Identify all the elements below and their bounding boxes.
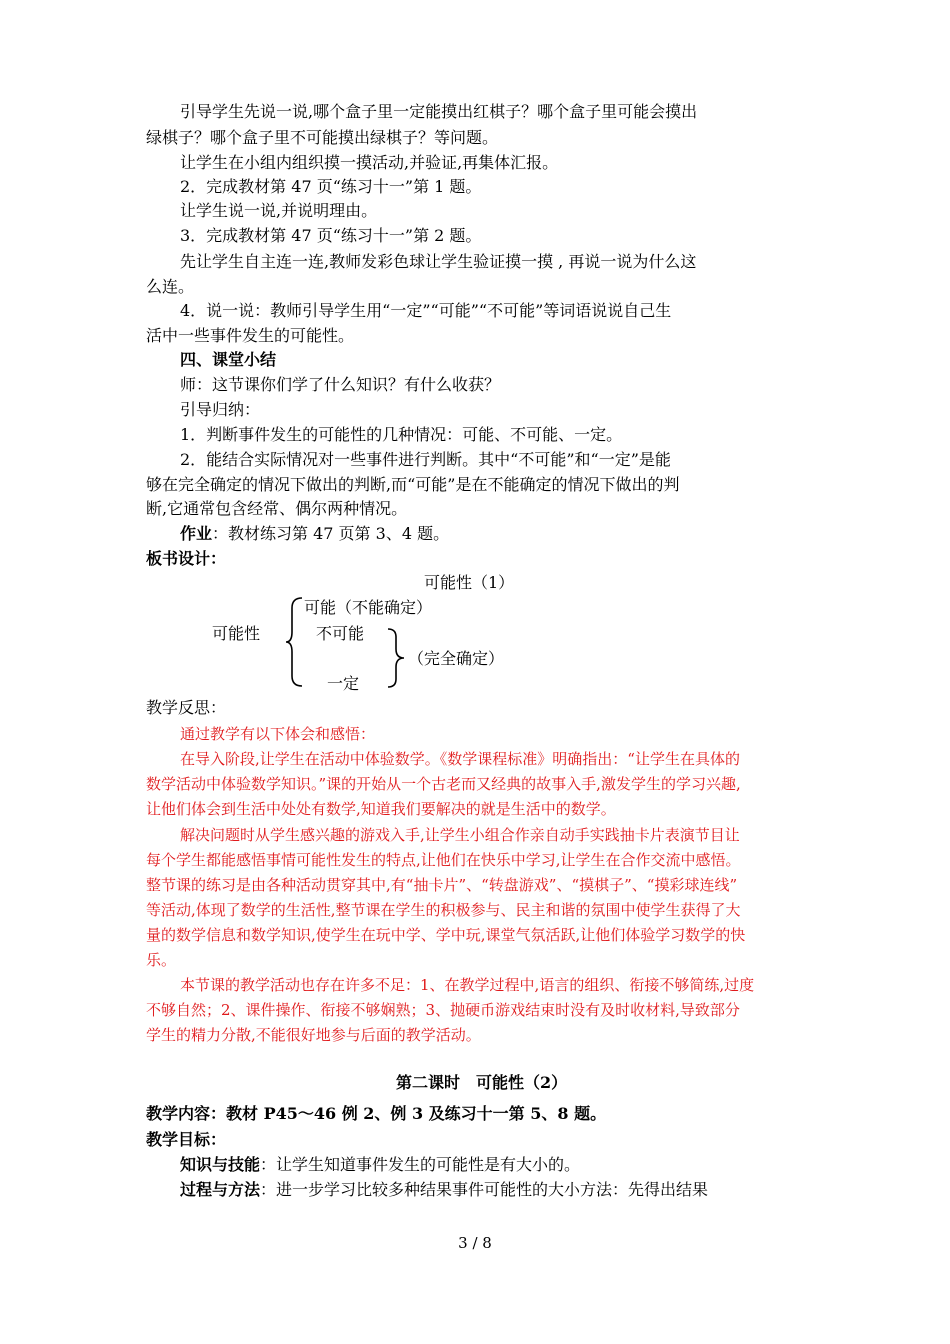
- reflection-heading: 教学反思：: [146, 698, 227, 717]
- board-sure-label: （完全确定）: [408, 649, 505, 668]
- page-number: 3 / 8: [458, 1234, 492, 1252]
- reflection-line: 通过教学有以下体会和感悟：: [180, 725, 376, 743]
- reflection-line: 数学活动中体验数学知识。”课的开始从一个古老而又经典的故事入手,激发学生的学习兴趣,: [146, 775, 741, 793]
- lesson2-goals-heading: 教学目标：: [146, 1130, 227, 1149]
- goal-knowledge: [180, 1155, 580, 1175]
- reflection-line: 量的数学信息和数学知识,使学生在玩中学、学中玩,课堂气氛活跃,让他们体验学习数学的快: [146, 926, 746, 944]
- reflection-line: 在导入阶段,让学生在活动中体验数学。《数学课程标准》明确指出：“让学生在具体的: [180, 750, 740, 768]
- body-line: 1．判断事件发生的可能性的几种情况：可能、不可能、一定。: [180, 425, 623, 444]
- body-line: 让学生说一说,并说明理由。: [180, 201, 378, 220]
- reflection-line: 等活动,体现了数学的生活性,整节课在学生的积极参与、民主和谐的氛围中使学生获得了大: [146, 901, 741, 919]
- reflection-line: 解决问题时从学生感兴趣的游戏入手,让学生小组合作亲自动手实践抽卡片表演节目让: [180, 826, 740, 844]
- body-line: 4．说一说：教师引导学生用“一定”“可能”“不可能”等词语说说自己生: [180, 301, 672, 320]
- board-branch-possible: 可能（不能确定）: [304, 598, 433, 617]
- board-title: 可能性（1）: [424, 573, 515, 592]
- lesson2-title: 第二课时 可能性（2）: [396, 1073, 568, 1092]
- body-line: 绿棋子？哪个盒子里不可能摸出绿棋子？等问题。: [146, 128, 499, 147]
- reflection-line: 整节课的练习是由各种活动贯穿其中,有“抽卡片”、“转盘游戏”、“摸棋子”、“摸彩球连线”: [146, 876, 738, 894]
- goal-knowledge-text: ：让学生知道事件发生的可能性是有大小的。: [260, 1155, 581, 1174]
- board-branch-impossible: 不可能: [316, 624, 365, 643]
- homework-line: [180, 524, 449, 544]
- reflection-line: 每个学生都能感悟事情可能性发生的特点,让他们在快乐中学习,让学生在合作交流中感悟。: [146, 851, 741, 869]
- reflection-line: 不够自然；2、课件操作、衔接不够娴熟；3、抛硬币游戏结束时没有及时收材料,导致部分: [146, 1001, 740, 1019]
- board-branch-certain: 一定: [327, 674, 360, 693]
- body-line: 2．完成教材第 47 页“练习十一”第 1 题。: [180, 177, 482, 196]
- homework-label: 作业: [180, 524, 213, 543]
- left-brace-icon: [284, 596, 306, 688]
- body-line: 3．完成教材第 47 页“练习十一”第 2 题。: [180, 226, 482, 245]
- body-line: 2．能结合实际情况对一些事件进行判断。其中“不可能”和“一定”是能: [180, 450, 671, 469]
- board-root: 可能性: [212, 624, 261, 643]
- body-line: 够在完全确定的情况下做出的判断,而“可能”是在不能确定的情况下做出的判: [146, 475, 680, 494]
- goal-process: [180, 1180, 708, 1200]
- reflection-line: 乐。: [146, 951, 177, 969]
- body-line: 活中一些事件发生的可能性。: [146, 326, 355, 345]
- body-line: 师：这节课你们学了什么知识？有什么收获？: [180, 375, 501, 394]
- reflection-line: 让他们体会到生活中处处有数学,知道我们要解决的就是生活中的数学。: [146, 800, 616, 818]
- lesson2-content: 教学内容：教材 P45～46 例 2、例 3 及练习十一第 5、8 题。: [146, 1104, 607, 1123]
- reflection-line: 学生的精力分散,不能很好地参与后面的教学活动。: [146, 1026, 481, 1044]
- board-heading: 板书设计：: [146, 549, 227, 568]
- homework-text: ：教材练习第 47 页第 3、4 题。: [212, 524, 450, 543]
- body-line: 引导学生先说一说,哪个盒子里一定能摸出红棋子？哪个盒子里可能会摸出: [180, 102, 698, 121]
- body-line: 么连。: [146, 277, 195, 296]
- right-brace-icon: [384, 627, 406, 689]
- goal-process-label: 过程与方法: [180, 1180, 261, 1199]
- body-line: 引导归纳：: [180, 400, 261, 419]
- body-line: 让学生在小组内组织摸一摸活动,并验证,再集体汇报。: [180, 153, 559, 172]
- reflection-line: 本节课的教学活动也存在许多不足：1、在教学过程中,语言的组织、衔接不够简练,过度: [180, 976, 755, 994]
- section-heading: 四、课堂小结: [180, 350, 277, 369]
- goal-process-text: ：进一步学习比较多种结果事件可能性的大小方法：先得出结果: [260, 1180, 709, 1199]
- body-line: 断,它通常包含经常、偶尔两种情况。: [146, 499, 408, 518]
- body-line: 先让学生自主连一连,教师发彩色球让学生验证摸一摸 , 再说一说为什么这: [180, 252, 697, 271]
- goal-knowledge-label: 知识与技能: [180, 1155, 261, 1174]
